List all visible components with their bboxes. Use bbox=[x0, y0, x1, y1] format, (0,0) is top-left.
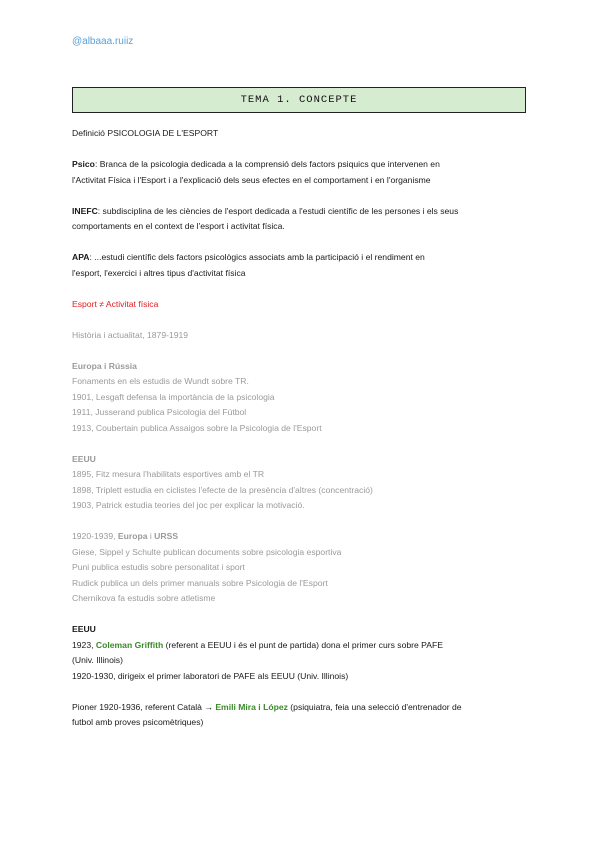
pioner-line-cont: futbol amb proves psicomètriques) bbox=[72, 717, 204, 727]
list-item: 1903, Patrick estudia teories del joc per explicar la motivació. bbox=[72, 500, 305, 510]
list-item: Giese, Sippel y Schulte publican documents sobre psicologia esportiva bbox=[72, 546, 342, 557]
list-item: Chernikova fa estudis sobre atletisme bbox=[72, 593, 216, 603]
europa-heading: Europa i Rússia bbox=[72, 360, 137, 371]
mira-name: Emili Mira i López bbox=[215, 701, 288, 712]
period-urss: URSS bbox=[154, 531, 179, 541]
eeuu-heading: EEUU bbox=[72, 453, 96, 464]
inefc-label: INEFC bbox=[72, 205, 98, 216]
griffith-suffix: (referent a EEUU i és el punt de partida) dona el primer curs sobre PAFE bbox=[163, 639, 443, 650]
title-box bbox=[72, 87, 526, 113]
list-item: Puni publica estudis sobre personalitat i sport bbox=[72, 562, 245, 572]
definition-heading: Definició PSICOLOGIA DE L'ESPORT bbox=[72, 128, 219, 138]
list-item: 1911, Jusserand publica Psicologia del Fútbol bbox=[72, 407, 247, 417]
pioner-suffix: (psiquiatra, feia una selecció d'entrenador de bbox=[287, 701, 462, 712]
list-item: 1895, Fitz mesura l'habilitats esportives amb el TR bbox=[72, 469, 265, 479]
period-mid: i bbox=[147, 531, 155, 541]
list-item: Rudick publica un dels primer manuals sobre Psicologia de l'Esport bbox=[72, 577, 328, 588]
period-prefix: 1920-1939, bbox=[72, 531, 118, 541]
historia-heading: Història i actualitat, 1879-1919 bbox=[72, 329, 189, 340]
eeuu2-heading: EEUU bbox=[72, 624, 96, 634]
apa-label: APA bbox=[72, 252, 90, 262]
inefc-text: : subdisciplina de les ciències de l'esport dedicada a l'estudi científic de les persones i els seus bbox=[97, 205, 459, 216]
period-europa: Europa bbox=[117, 531, 148, 541]
document-body bbox=[72, 126, 530, 731]
page-title: TEMA 1. CONCEPTE bbox=[240, 94, 358, 106]
psico-definition bbox=[72, 157, 530, 173]
psico-text-cont: l'Activitat Física i l'Esport i a l'explicació dels seus efectes en el comportament i en l'organisme bbox=[72, 174, 431, 185]
psico-text: : Branca de la psicologia dedicada a la comprensió dels factors psiquics que intervenen en bbox=[94, 159, 440, 169]
pioner-prefix: Pioner 1920-1936, referent Català → bbox=[72, 701, 216, 712]
lab-line: 1920-1930, dirigeix el primer laboratori de PAFE als EEUU (Univ. Illinois) bbox=[72, 670, 349, 681]
griffith-name: Coleman Griffith bbox=[95, 639, 164, 650]
apa-text-cont: l'esport, l'exercici i altres tipus d'activitat física bbox=[72, 267, 246, 278]
list-item: 1898, Triplett estudia en ciclistes l'efecte de la presència d'altres (concentració) bbox=[72, 484, 373, 495]
pioner-line bbox=[72, 700, 530, 716]
psico-label: Psico bbox=[72, 159, 95, 169]
apa-text: : ...estudi científic dels factors psicològics associats amb la participació i el rendiment en bbox=[89, 252, 425, 262]
inefc-text-cont: comportaments en el context de l'esport i activitat física. bbox=[72, 221, 285, 231]
list-item: Fonaments en els estudis de Wundt sobre TR. bbox=[72, 376, 249, 386]
griffith-prefix: 1923, bbox=[72, 639, 96, 650]
esport-note: Esport ≠ Activitat física bbox=[72, 298, 159, 309]
griffith-line-cont: (Univ. Illinois) bbox=[72, 655, 123, 665]
period-heading bbox=[72, 529, 530, 545]
inefc-definition bbox=[72, 204, 530, 220]
list-item: 1913, Coubertain publica Assaigos sobre la Psicologia de l'Esport bbox=[72, 422, 322, 433]
griffith-line bbox=[72, 638, 530, 654]
apa-definition bbox=[72, 250, 530, 266]
author-handle: @albaaa.ruiiz bbox=[72, 36, 134, 47]
list-item: 1901, Lesgaft defensa la importància de la psicologia bbox=[72, 391, 275, 402]
